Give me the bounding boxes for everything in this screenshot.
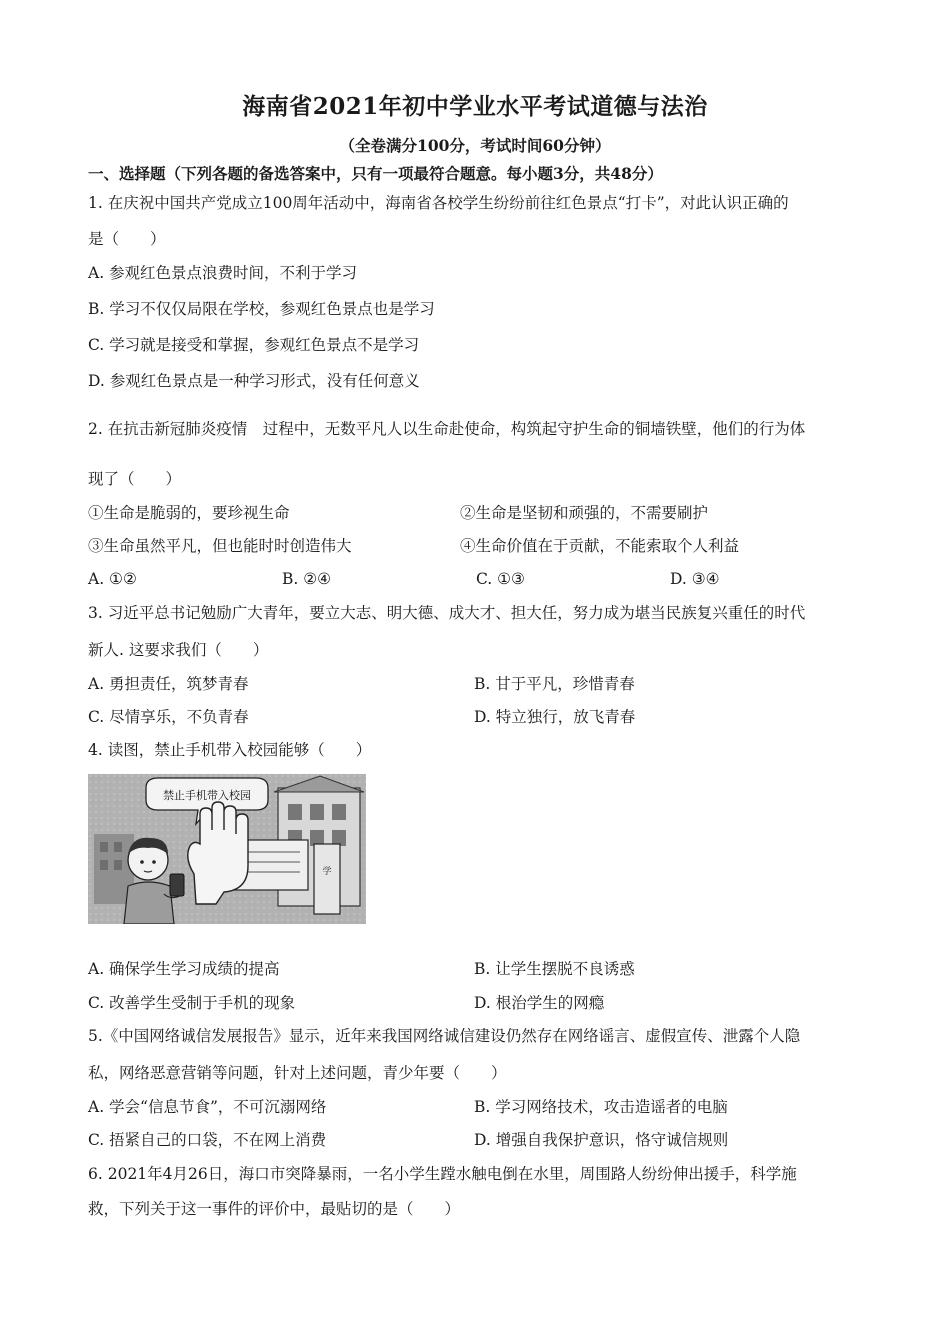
q4-option-d: D. 根治学生的网瘾 (474, 994, 605, 1012)
q5-option-c: C. 捂紧自己的口袋，不在网上消费 (88, 1131, 327, 1149)
q2-option-d: D. ③④ (670, 570, 720, 588)
q4-stem-line1: 4. 读图，禁止手机带入校园能够（ ） (88, 741, 372, 759)
q3-option-d: D. 特立独行，放飞青春 (474, 708, 636, 726)
cartoon-illustration (88, 774, 366, 924)
q4-option-a: A. 确保学生学习成绩的提高 (88, 960, 280, 978)
q4-cartoon-figure (88, 774, 366, 924)
q3-option-c: C. 尽情享乐，不负青春 (88, 708, 249, 726)
q6-stem-line1: 6. 2021年4月26日，海口市突降暴雨，一名小学生蹚水触电倒在水里，周围路人纷纷伸出援手，科学施 (88, 1165, 797, 1183)
q1-option-d: D. 参观红色景点是一种学习形式，没有任何意义 (88, 372, 420, 390)
q3-stem-line2: 新人. 这要求我们（ ） (88, 641, 269, 659)
q2-statement-4: ④生命价值在于贡献，不能索取个人利益 (460, 537, 740, 555)
q5-option-d: D. 增强自我保护意识，恪守诚信规则 (474, 1131, 729, 1149)
q1-stem-line1: 1. 在庆祝中国共产党成立100周年活动中，海南省各校学生纷纷前往红色景点“打卡”，对此认识正确的 (88, 194, 789, 212)
q1-option-b: B. 学习不仅仅局限在学校，参观红色景点也是学习 (88, 300, 435, 318)
q3-stem-line1: 3. 习近平总书记勉励广大青年，要立大志、明大德、成大才、担大任，努力成为堪当民族复兴重任的时代 (88, 604, 806, 622)
q1-stem-line2: 是（ ） (88, 230, 166, 248)
q2-stem-line2: 现了（ ） (88, 470, 182, 488)
q2-option-b: B. ②④ (282, 570, 332, 588)
exam-title: 海南省2021年初中学业水平考试道德与法治 (242, 93, 708, 120)
q5-stem-line2: 私，网络恶意营销等问题，针对上述问题，青少年要（ ） (88, 1064, 507, 1082)
q5-option-b: B. 学习网络技术，攻击造谣者的电脑 (474, 1098, 728, 1116)
exam-subtitle: （全卷满分100分，考试时间60分钟） (339, 136, 611, 155)
q2-stem-line1: 2. 在抗击新冠肺炎疫情 过程中，无数平凡人以生命赴使命，构筑起守护生命的铜墙铁壁，他们的行为体 (88, 420, 806, 438)
q2-statement-3: ③生命虽然平凡，但也能时时创造伟大 (88, 537, 352, 555)
q2-statement-1: ①生命是脆弱的，要珍视生命 (88, 504, 290, 522)
q3-option-b: B. 甘于平凡，珍惜青春 (474, 675, 635, 693)
q4-option-c: C. 改善学生受制于手机的现象 (88, 994, 296, 1012)
q1-option-a: A. 参观红色景点浪费时间，不利于学习 (88, 264, 358, 282)
q5-stem-line1: 5.《中国网络诚信发展报告》显示，近年来我国网络诚信建设仍然存在网络谣言、虚假宣传、泄露个人隐 (88, 1027, 801, 1045)
q2-option-c: C. ①③ (476, 570, 525, 588)
q5-option-a: A. 学会“信息节食”，不可沉溺网络 (88, 1098, 327, 1116)
q2-option-a: A. ①② (88, 570, 137, 588)
speech-bubble-text: 禁止手机带入校园 (163, 789, 251, 802)
q3-option-a: A. 勇担责任，筑梦青春 (88, 675, 249, 693)
gate-label: 学 (322, 867, 332, 877)
q6-stem-line2: 救，下列关于这一事件的评价中，最贴切的是（ ） (88, 1200, 461, 1218)
q1-option-c: C. 学习就是接受和掌握，参观红色景点不是学习 (88, 336, 420, 354)
section-heading: 一、选择题（下列各题的备选答案中，只有一项最符合题意。每小题3分，共48分） (88, 164, 663, 183)
q2-statement-2: ②生命是坚韧和顽强的，不需要刷护 (460, 504, 709, 522)
q4-option-b: B. 让学生摆脱不良诱惑 (474, 960, 635, 978)
